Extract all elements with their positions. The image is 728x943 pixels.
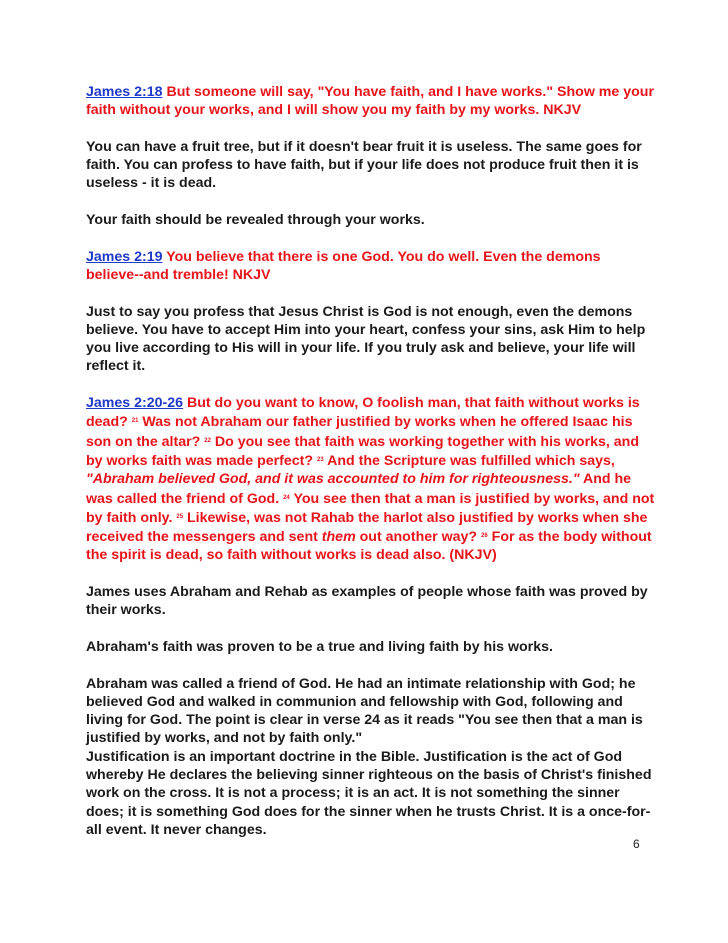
paragraph-justification: Justification is an important doctrine in the Bible. Justification is the act of God whereby He declares the believing sinner righteous on the basis of Christ's finished work on the cross. It is not a process; it is an act. It is not something the sinner does; it is something God does for the sinner when he trusts Christ. It is a once-for-all event. It never changes.: [86, 748, 652, 838]
scripture-emphasis: them: [321, 529, 356, 546]
page-number: 6: [633, 837, 640, 851]
scripture-text: And he was called the friend of God.: [86, 471, 632, 507]
scripture-text: But do you want to know, O foolish man, that faith without works is dead?: [86, 395, 640, 431]
reference-link-james-2-19[interactable]: James 2:19: [86, 248, 163, 265]
reference-link-james-2-18[interactable]: James 2:18: [86, 84, 163, 100]
scripture-text: For as the body without the spirit is dead, so faith without works is dead also. (NKJV): [86, 529, 652, 564]
scripture-james-2-19: [86, 248, 656, 285]
scripture-text: And the Scripture was fulfilled which says,: [323, 452, 615, 469]
scripture-text: You see then that a man is justified by works, and not by faith only.: [86, 490, 655, 526]
scripture-james-2-20-26: [86, 394, 656, 565]
verse-number: 26: [481, 533, 488, 540]
verse-number: 21: [131, 418, 139, 425]
paragraph-friend-of-god: Abraham was called a friend of God. He had an intimate relationship with God; he believed God and walked in communion and fellowship with God, following and living for God. The point is clear in verse 24 as it reads "You see then that a man is justified by works, and not by faith only.": [86, 675, 643, 747]
paragraph-profess-not-enough: Just to say you profess that Jesus Christ is God is not enough, even the demons believe. You have to accept Him into your heart, confess your sins, ask Him to help you live according to His will in your life. If you truly ask and believe, your life will reflect it.: [86, 303, 646, 375]
scripture-text: Likewise, was not Rahab the harlot also justified by works when she received the messengers and sent: [86, 509, 648, 546]
verse-number: 22: [204, 437, 211, 444]
paragraph-abraham-proven: Abraham's faith was proven to be a true and living faith by his works.: [86, 638, 553, 655]
scripture-text: Was not Abraham our father justified by works when he offered Isaac his son on the altar?: [86, 414, 633, 450]
paragraph-fruit-tree: You can have a fruit tree, but if it doesn't bear fruit it is useless. The same goes for faith. You can profess to have faith, but if your life does not produce fruit then it is useless - it is dead.: [86, 138, 642, 192]
scripture-text: You believe that there is one God. You do well. Even the demons believe--and tremble! NKJV: [86, 248, 601, 283]
scripture-text: But someone will say, "You have faith, and I have works." Show me your faith without your works, and I will show you my faith by my works. NKJV: [86, 84, 654, 119]
verse-number: 25: [176, 513, 184, 520]
document-page: [86, 83, 656, 857]
scripture-quote: "Abraham believed God, and it was accounted to him for righteousness.": [86, 471, 580, 488]
reference-link-james-2-20-26[interactable]: James 2:20-26: [86, 395, 184, 412]
scripture-text: Do you see that faith was working together with his works, and by works faith was made perfect?: [86, 433, 639, 469]
verse-number: 24: [283, 494, 290, 501]
paragraph-examples: James uses Abraham and Rehab as examples of people whose faith was proved by their works.: [86, 584, 648, 619]
verse-number: 23: [317, 456, 324, 463]
scripture-james-2-18: [86, 83, 656, 120]
scripture-text: out another way?: [355, 529, 482, 546]
paragraph-faith-revealed: Your faith should be revealed through your works.: [86, 212, 425, 229]
